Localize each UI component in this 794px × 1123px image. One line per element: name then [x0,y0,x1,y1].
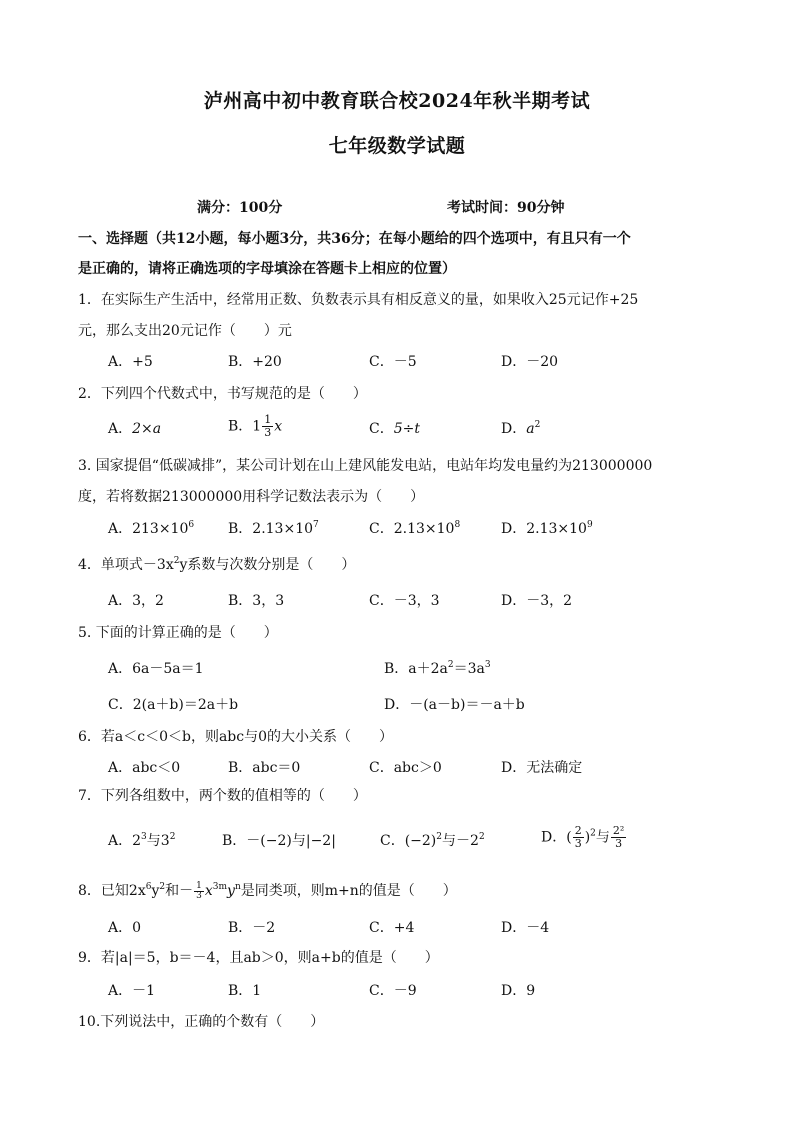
q7-option-d: D．( $\frac{2}{3}$ )$^2$与 $\frac{\text{2²}}{3}$ [541,824,625,850]
q9-stem: 9．若|a|＝5，b＝－4，且ab＞0，则a+b的值是（ ） [78,950,439,966]
q3-option-d: D．$2.13\times 10^9$ [501,520,593,537]
q3-option-a: A．$213\times 10^6$ [108,520,195,537]
q1-option-c: C．－5 [369,354,417,370]
section-heading-line1: 一、选择题（共12小题，每小题3分，共36分；在每小题给的四个选项中，有且只有一个 [78,231,631,247]
q5-option-d: D．－(a－b)＝－a＋b [384,697,525,713]
q6-option-c: C．abc＞0 [369,760,442,776]
q1-stem-line1: 1．在实际生产生活中，经常用正数、负数表示具有相反意义的量，如果收入25元记作+25 [78,292,639,308]
q6-option-b: B．abc＝0 [228,760,301,776]
q2-stem: 2．下列四个代数式中，书写规范的是（ ） [78,386,367,402]
q8-option-c: C．+4 [369,920,415,936]
q3-option-b: B．$2.13\times 10^7$ [228,520,319,537]
q7-d-fraction-1: $\frac{2}{3}$ [574,824,582,850]
q9-option-d: D．9 [501,983,536,999]
q2-option-d: D．$a^2$ [501,420,541,437]
q3-stem-line1: 3. 国家提倡“低碳减排”，某公司计划在山上建风能发电站，电站年均发电量约为213000000 [78,458,653,474]
q8-stem: 8．已知$2x^6y^2$和－ $\frac{1}{3}$ $x^{3m}y^n$是同类项，则m+n的值是（ ） [78,880,457,901]
q9-option-c: C．－9 [369,983,417,999]
q2-option-b: B．1 $\frac{1}{3}$ x [228,413,283,439]
q8-option-b: B．－2 [228,920,276,936]
q6-option-d: D．无法确定 [501,760,583,776]
q3-option-c: C．$2.13\times 10^8$ [369,520,461,537]
full-score: 满分：100分 [197,200,283,216]
q1-option-d: D．－20 [501,354,559,370]
q4-option-b: B．3，3 [228,593,285,609]
q4-option-a: A．3，2 [108,593,164,609]
q5-stem: 5. 下面的计算正确的是（ ） [78,625,278,641]
exam-subtitle: 七年级数学试题 [328,135,466,157]
section-heading-line2: 是正确的，请将正确选项的字母填涂在答题卡上相应的位置） [78,261,456,277]
q7-option-b: B．－(−2)与|−2| [222,833,336,849]
exam-title: 泸州高中初中教育联合校2024年秋半期考试 [203,90,591,112]
q3-stem-line2: 度，若将数据213000000用科学记数法表示为（ ） [78,489,425,505]
q5-option-a: A．6a－5a＝1 [108,661,204,677]
exam-time: 考试时间：90分钟 [447,200,565,216]
q6-stem: 6．若a＜c＜0＜b，则abc与0的大小关系（ ） [78,729,394,745]
q8-option-d: D．－4 [501,920,550,936]
q1-option-b: B．+20 [228,354,282,370]
q6-option-a: A．abc＜0 [108,760,181,776]
q7-option-c: C．$(-2)^2$与$-2^2$ [380,832,485,849]
q2-option-a: A．2×a [108,421,162,437]
q4-option-c: C．－3，3 [369,593,440,609]
q7-option-a: A．$2^3$与$3^2$ [108,832,176,849]
q10-stem: 10.下列说法中，正确的个数有（ ） [78,1014,325,1030]
q5-option-c: C．2(a＋b)＝2a＋b [108,697,239,713]
q1-stem-line2: 元，那么支出20元记作（ ）元 [78,323,292,339]
q2-option-c: C．5÷t [369,421,420,437]
q9-option-b: B．1 [228,983,262,999]
q5-option-b: B．$a+2a^2=3a^3$ [384,660,491,677]
q8-fraction: $\frac{1}{3}$ [196,880,202,901]
q8-option-a: A．0 [108,920,142,936]
q4-stem: 4．单项式$-3x^2y$系数与次数分别是（ ） [78,556,356,573]
q4-option-d: D．－3，2 [501,593,573,609]
q7-stem: 7．下列各组数中，两个数的值相等的（ ） [78,788,367,804]
q9-option-a: A．－1 [108,983,156,999]
q1-option-a: A．+5 [108,354,153,370]
q7-d-fraction-2: $\frac{\text{2²}}{3}$ [612,824,625,850]
q2-b-fraction: $\frac{1}{3}$ [264,413,272,439]
